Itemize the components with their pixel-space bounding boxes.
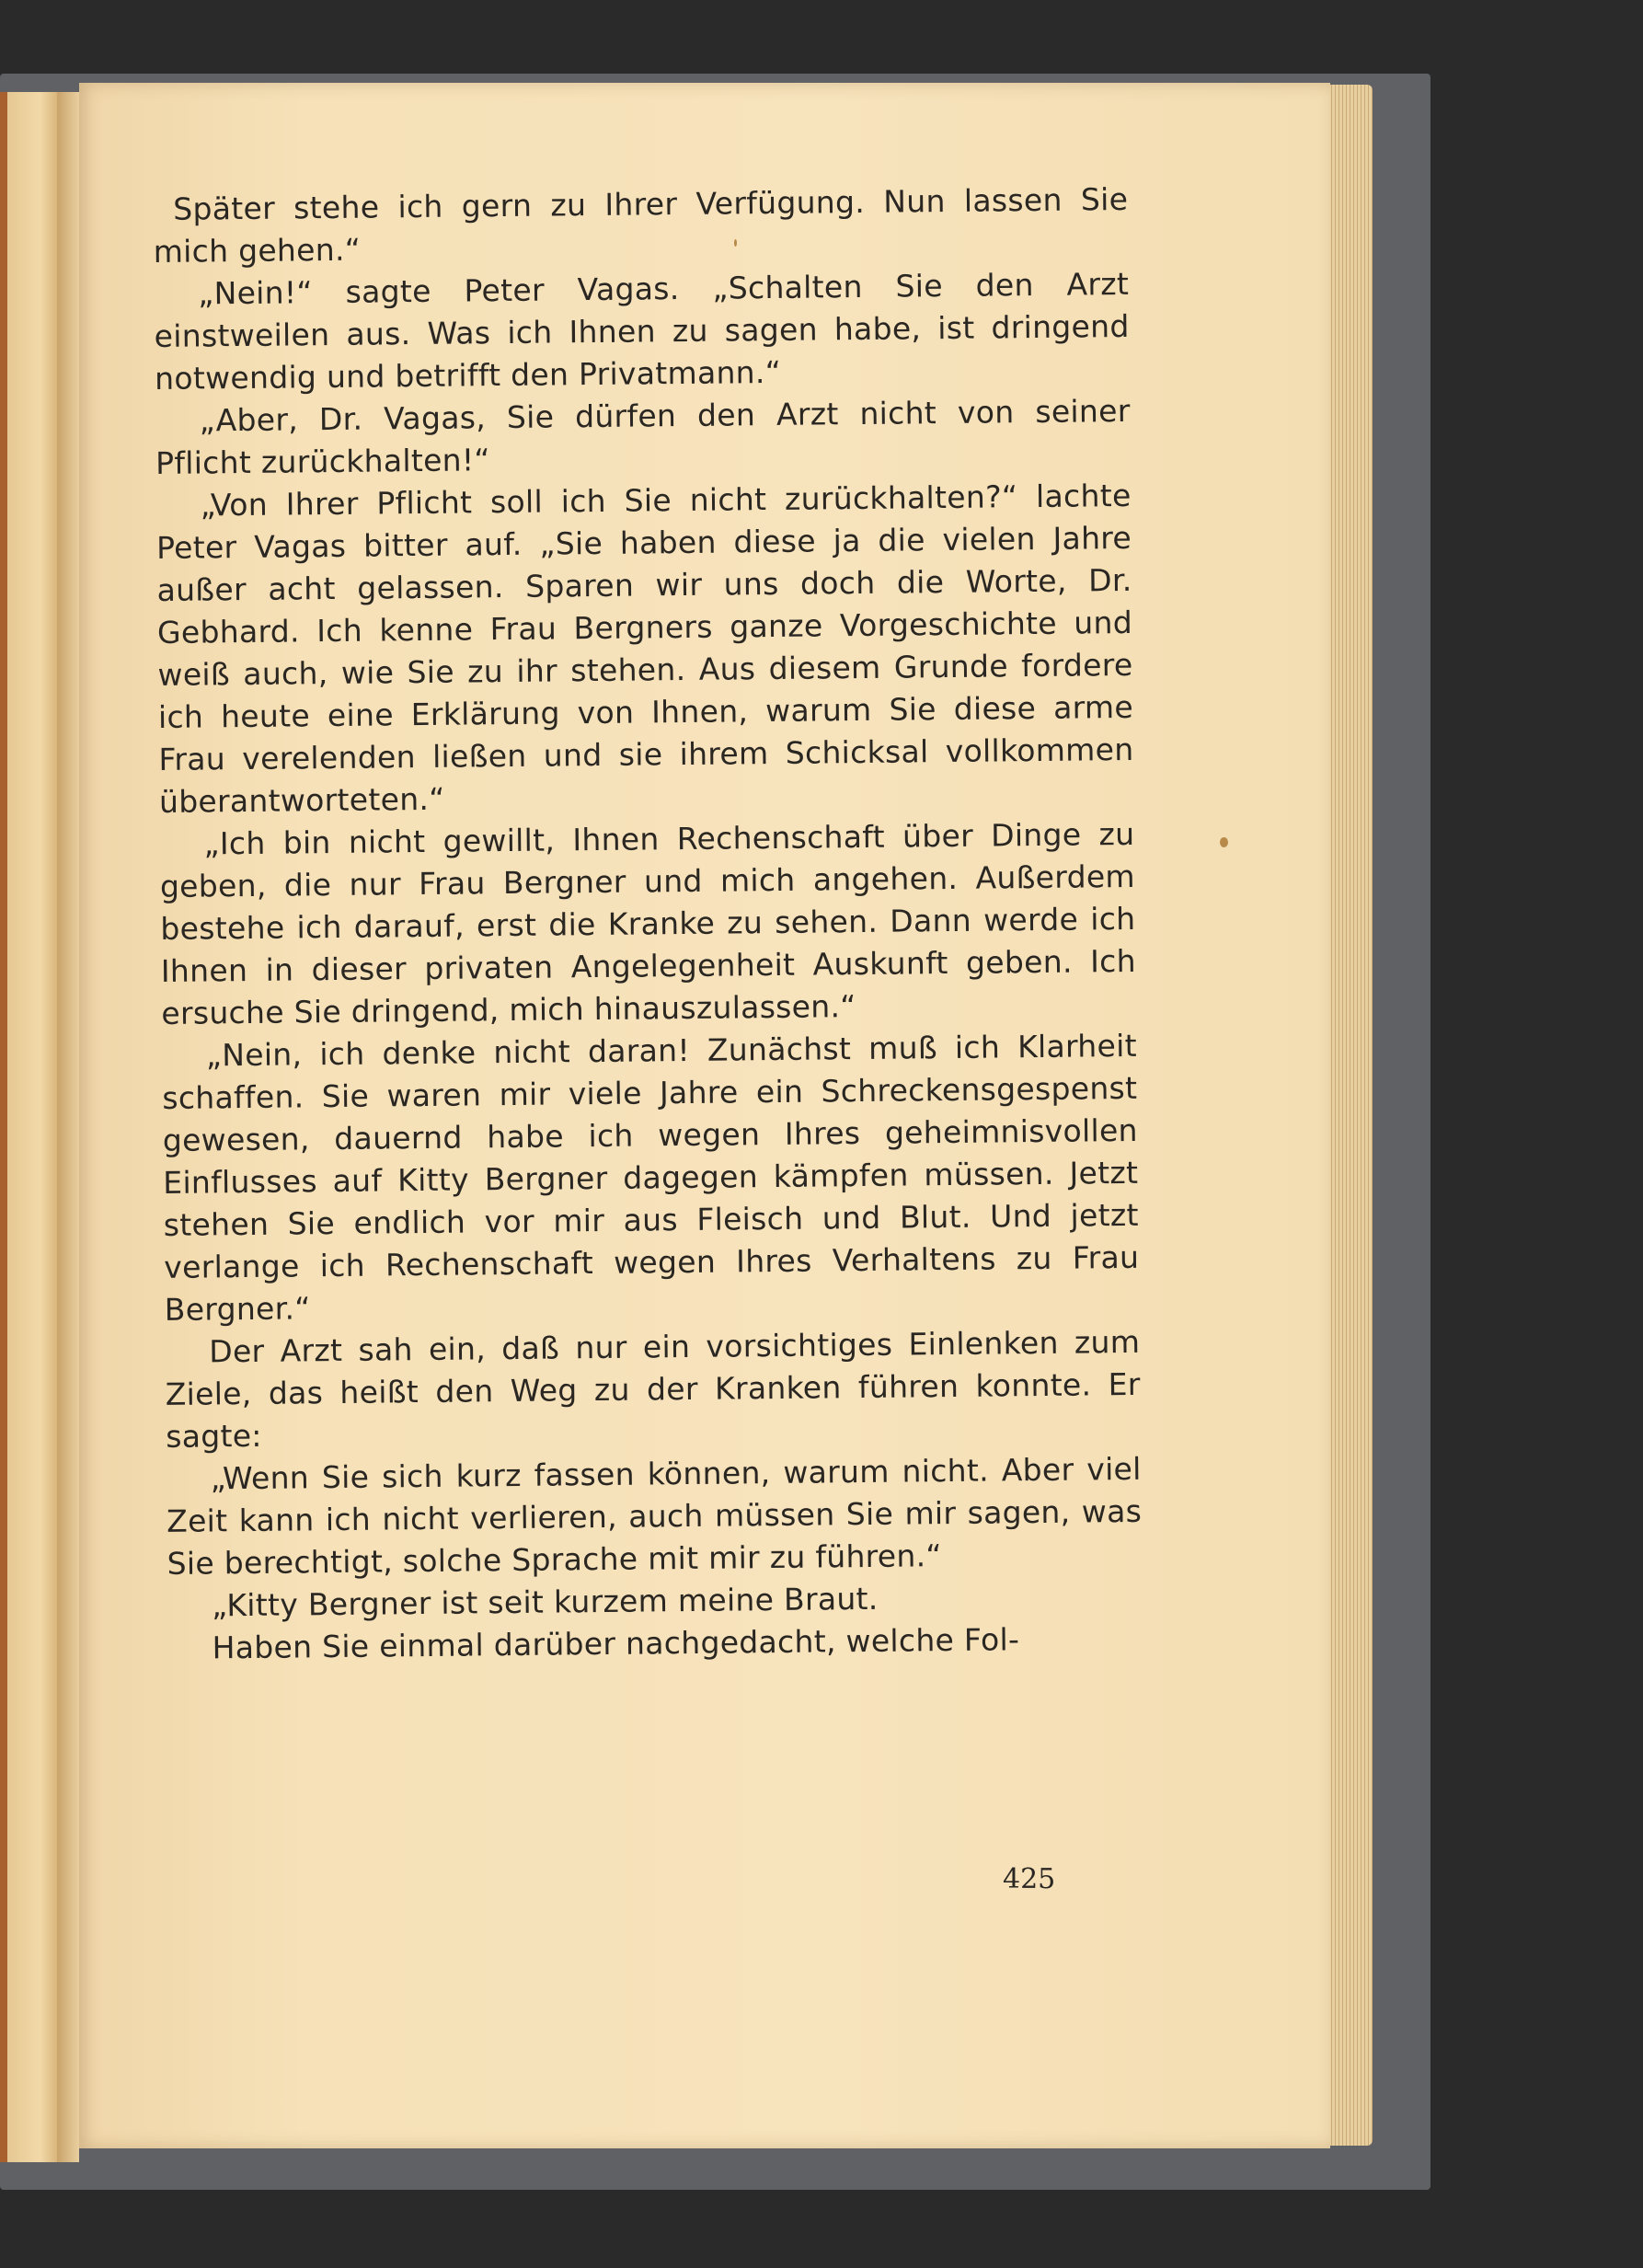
paragraph: „Nein!“ sagte Peter Vagas. „Schalten Sie den Arzt einstweilen aus. Was ich Ihnen zu sagen habe, ist dringend notwendig und betrifft den Privatmann.“ [154,265,1130,397]
book-gutter [57,92,79,2162]
paragraph: Haben Sie einmal darüber nachgedacht, welche Fol- [212,1621,1020,1666]
paragraph: Später stehe ich gern zu Ihrer Verfügung. Nun lassen Sie mich gehen.“ [153,180,1129,270]
page-stack-edges [1325,85,1373,2146]
paragraph: Der Arzt sah ein, daß nur ein vorsichtiges Einlenken zum Ziele, das heißt den Weg zu der Kranken führen konnte. Er sagte: [165,1323,1141,1455]
left-page-edge [0,92,57,2162]
paper-speck [1220,837,1228,847]
left-page-spine-strip [0,92,7,2162]
paragraph: „Kitty Bergner ist seit kurzem meine Braut. [211,1580,879,1624]
paragraph: „Von Ihrer Pflicht soll ich Sie nicht zurückhalten?“ lachte Peter Vagas bitter auf. „Sie haben diese ja die vielen Jahre außer acht gelassen. Sparen wir uns doch die Worte, Dr. Gebhard. Ich kenne Frau Bergners ganze Vorgeschichte und weiß auch, wie Sie zu ihr stehen. Aus diesem Grunde fordere ich heute eine Erklärung von Ihnen, warum Sie diese arme Frau verelenden ließen und sie ihrem Schicksal vollkommen überantworteten.“ [155,477,1134,820]
page-number: 425 [1003,1863,1056,1895]
page-body-text [153,178,1143,1670]
paragraph: „Wenn Sie sich kurz fassen können, warum nicht. Aber viel Zeit kann ich nicht verlieren, auch müssen Sie mir sagen, was Sie berechtigt, solche Sprache mit mir zu führen.“ [166,1450,1143,1582]
paragraph: „Nein, ich denke nicht daran! Zunächst muß ich Klarheit schaffen. Sie waren mir viele Jahre ein Schreckensgespenst gewesen, dauernd habe ich wegen Ihres geheimnisvollen Einflusses auf Kitty Bergner dagegen kämpfen müssen. Jetzt stehen Sie endlich vor mir aus Fleisch und Blut. Und jetzt verlange ich Rechenschaft wegen Ihres Verhaltens zu Frau Bergner.“ [162,1027,1140,1328]
paragraph: „Ich bin nicht gewillt, Ihnen Rechenschaft über Dinge zu geben, die nur Frau Bergner und mich angehen. Außerdem bestehe ich darauf, erst die Kranke zu sehen. Dann werde ich Ihnen in dieser privaten Angelegenheit Auskunft geben. Ich ersuche Sie dringend, mich hinauszulassen.“ [159,815,1137,1031]
paragraph: „Aber, Dr. Vagas, Sie dürfen den Arzt nicht von seiner Pflicht zurückhalten!“ [155,392,1131,481]
